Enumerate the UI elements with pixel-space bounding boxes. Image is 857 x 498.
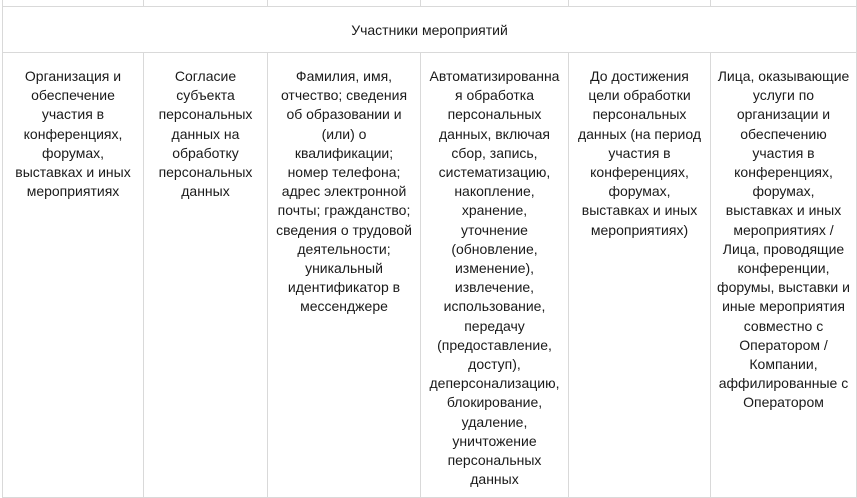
table-row: [3, 53, 857, 498]
data-categories-cell: [268, 53, 421, 498]
processing-actions-text: Автоматизированная обработка персональных данных, включая сбор, запись, систематизацию, накопление, хранение, уточнение (обновление, изменение), извлечение, использование, передачу (предоставление, доступ), деперсонализацию, блокирование, удаление, уничтожение персональных данных: [429, 68, 560, 488]
recipients-text: Лица, оказывающие услуги по организации и обеспечению участия в конференциях, форумах, выставках и иных мероприятиях / Лица, проводящие конференции, форумы, выставки и иные мероприятия совместно с Оператором / Компании, аффилированные с Оператором: [717, 68, 850, 411]
purpose-cell: [3, 53, 144, 498]
legal-basis-cell: [144, 53, 268, 498]
legal-basis-text: Согласие субъекта персональных данных на обработку персональных данных: [158, 68, 253, 200]
data-categories-text: Фамилия, имя, отчество; сведения об образовании и (или) о квалификации; номер телефона; адрес электронной почты; гражданство; сведения о трудовой деятельности; уникальный идентификатор в мессенджере: [276, 68, 412, 315]
retention-period-cell: [569, 53, 711, 498]
section-title: Участники мероприятий: [351, 21, 508, 38]
retention-period-text: До достижения цели обработки персональных данных (на период участия в конференциях, форумах, выставках и иных мероприятиях): [577, 68, 702, 238]
purpose-text: Организация и обеспечение участия в конференциях, форумах, выставках и иных мероприятиях: [15, 68, 131, 200]
recipients-cell: [711, 53, 857, 498]
processing-purposes-table: [2, 0, 857, 498]
section-header-row: [3, 7, 857, 53]
section-title-cell: [3, 7, 857, 53]
processing-actions-cell: [421, 53, 569, 498]
